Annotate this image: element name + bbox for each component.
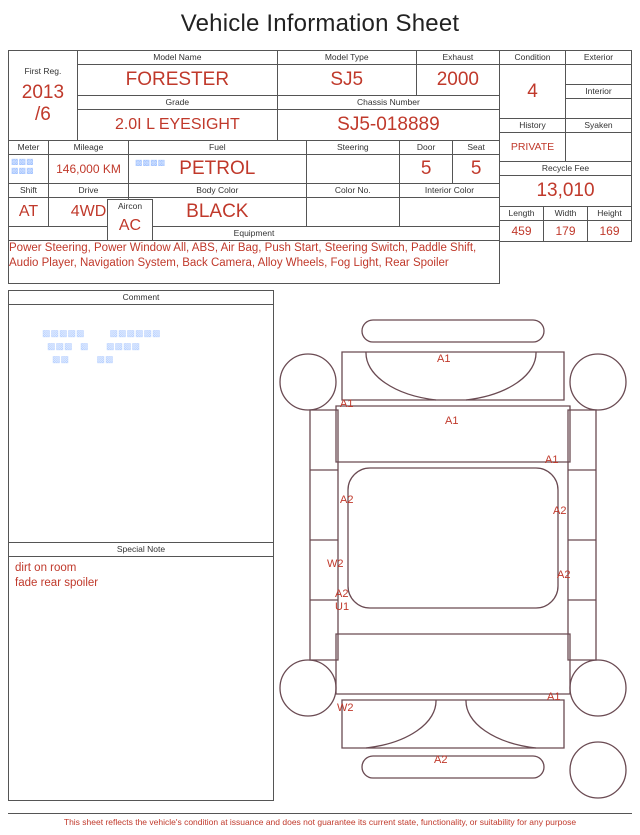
footer-disclaimer: This sheet reflects the vehicle's condition at issuance and does not guarantee its current state, functionality, or suitability for any purpose (8, 813, 632, 827)
first-reg-year: 2013 (21, 82, 65, 103)
identity-table (8, 50, 500, 141)
damage-mark: W2 (337, 702, 354, 714)
spec-value-row-2 (9, 198, 500, 227)
special-note-label: Special Note (8, 543, 274, 556)
interior-value (566, 99, 632, 119)
height-value: 169 (588, 221, 632, 242)
body-color-value: BLACK (128, 198, 306, 227)
grade-value: 2.0I L EYESIGHT (77, 110, 277, 141)
door-label: Door (399, 141, 452, 155)
condition-block (499, 50, 631, 284)
history-value-row (500, 133, 632, 162)
history-header-row (500, 119, 632, 133)
condition-table (499, 50, 632, 119)
spec-header-row-2 (9, 184, 500, 198)
mileage-value: 146,000 KM (48, 155, 128, 184)
damage-mark: A1 (445, 415, 459, 427)
meter-label: Meter (9, 141, 49, 155)
drive-label: Drive (48, 184, 128, 198)
history-table (499, 118, 632, 207)
damage-mark: W2 (327, 558, 344, 570)
identity-value-row-1 (9, 65, 500, 96)
condition-header-row (500, 51, 632, 65)
interior-color-value (399, 198, 499, 227)
recycle-fee-header-row (500, 162, 632, 176)
damage-mark: A2 (335, 588, 349, 600)
exterior-label: Exterior (566, 51, 632, 65)
comment-column (8, 290, 274, 810)
aircon-label: Aircon (107, 199, 153, 214)
equipment-header-row (9, 227, 500, 241)
interior-label: Interior (566, 85, 632, 99)
equipment-label: Equipment (9, 227, 500, 241)
fuel-watermark: ▩▩▩▩ (134, 158, 166, 167)
interior-color-label: Interior Color (399, 184, 499, 198)
identity-header-row-1 (9, 51, 500, 65)
meter-value (9, 155, 49, 184)
model-type-value: SJ5 (277, 65, 416, 96)
recycle-fee-label: Recycle Fee (500, 162, 632, 176)
spec-header-row-1 (9, 141, 500, 155)
recycle-fee-value: 13,010 (500, 176, 632, 207)
top-section (8, 50, 632, 284)
height-label: Height (588, 207, 632, 221)
equipment-value: Power Steering, Power Window All, ABS, Air Bag, Push Start, Steering Switch, Paddle Shift, Audio Player, Navigation System, Back Camera, Alloy Wheels, Fog Light, Rear Spoiler (9, 241, 500, 284)
damage-mark: A2 (434, 754, 448, 766)
condition-label: Condition (500, 51, 566, 65)
comment-value (9, 305, 273, 313)
model-name-label: Model Name (77, 51, 277, 65)
body-color-label: Body Color (128, 184, 306, 198)
grade-label: Grade (77, 96, 277, 110)
recycle-fee-value-row (500, 176, 632, 207)
damage-mark: A2 (553, 505, 567, 517)
color-no-label: Color No. (306, 184, 399, 198)
chassis-number-label: Chassis Number (277, 96, 499, 110)
identity-value-row-2 (9, 110, 500, 141)
meter-watermark: ▩▩▩ ▩▩▩ (11, 157, 34, 175)
drive-value: 4WD (48, 198, 128, 227)
spec-table (8, 140, 500, 227)
first-reg-month: /6 (35, 104, 51, 125)
width-label: Width (544, 207, 588, 221)
damage-mark: A1 (545, 454, 559, 466)
damage-mark: A1 (547, 691, 561, 703)
exhaust-value: 2000 (416, 65, 499, 96)
history-label: History (500, 119, 566, 133)
seat-value: 5 (453, 155, 500, 184)
chassis-number-value: SJ5-018889 (277, 110, 499, 141)
equipment-table (8, 226, 500, 284)
length-value: 459 (500, 221, 544, 242)
dimensions-header-row (500, 207, 632, 221)
syaken-value (566, 133, 632, 162)
special-note-value: dirt on room fade rear spoiler (8, 556, 274, 801)
exhaust-label: Exhaust (416, 51, 499, 65)
equipment-value-row (9, 241, 500, 284)
condition-value-row (500, 65, 632, 85)
page-title: Vehicle Information Sheet (180, 10, 460, 37)
damage-mark: A1 (437, 353, 451, 365)
lower-section (8, 290, 632, 810)
fuel-label: Fuel (128, 141, 306, 155)
width-value: 179 (544, 221, 588, 242)
identity-header-row-2 (9, 96, 500, 110)
length-label: Length (500, 207, 544, 221)
damage-mark: A2 (557, 569, 571, 581)
first-reg-cell (9, 51, 78, 141)
seat-label: Seat (453, 141, 500, 155)
history-value: PRIVATE (500, 133, 566, 162)
dimensions-table (499, 206, 632, 242)
damage-mark: U1 (335, 601, 350, 613)
comment-watermark: ▩▩▩▩▩ ▩▩▩▩▩▩ ▩▩▩ ▩ ▩▩▩▩ ▩▩ ▩▩ (27, 328, 161, 364)
spec-value-row-1 (9, 155, 500, 184)
color-no-value (306, 198, 399, 227)
door-value: 5 (399, 155, 452, 184)
comment-label: Comment (8, 290, 274, 304)
exterior-value (566, 65, 632, 85)
vehicle-identity-block (8, 50, 500, 284)
model-type-label: Model Type (277, 51, 416, 65)
shift-value: AT (9, 198, 49, 227)
condition-value: 4 (500, 65, 566, 119)
damage-mark: A1 (340, 398, 354, 410)
damage-diagram (274, 290, 632, 810)
shift-label: Shift (9, 184, 49, 198)
aircon-value: AC (107, 212, 153, 241)
steering-value (306, 155, 399, 184)
model-name-value: FORESTER (77, 65, 277, 96)
dimensions-value-row (500, 221, 632, 242)
syaken-label: Syaken (566, 119, 632, 133)
first-reg-label: First Reg. (24, 66, 62, 76)
fuel-value: ▩▩▩▩ PETROL (128, 155, 306, 184)
steering-label: Steering (306, 141, 399, 155)
comment-body (8, 304, 274, 543)
damage-mark: A2 (340, 494, 354, 506)
mileage-label: Mileage (48, 141, 128, 155)
vehicle-diagram-svg (274, 290, 632, 810)
